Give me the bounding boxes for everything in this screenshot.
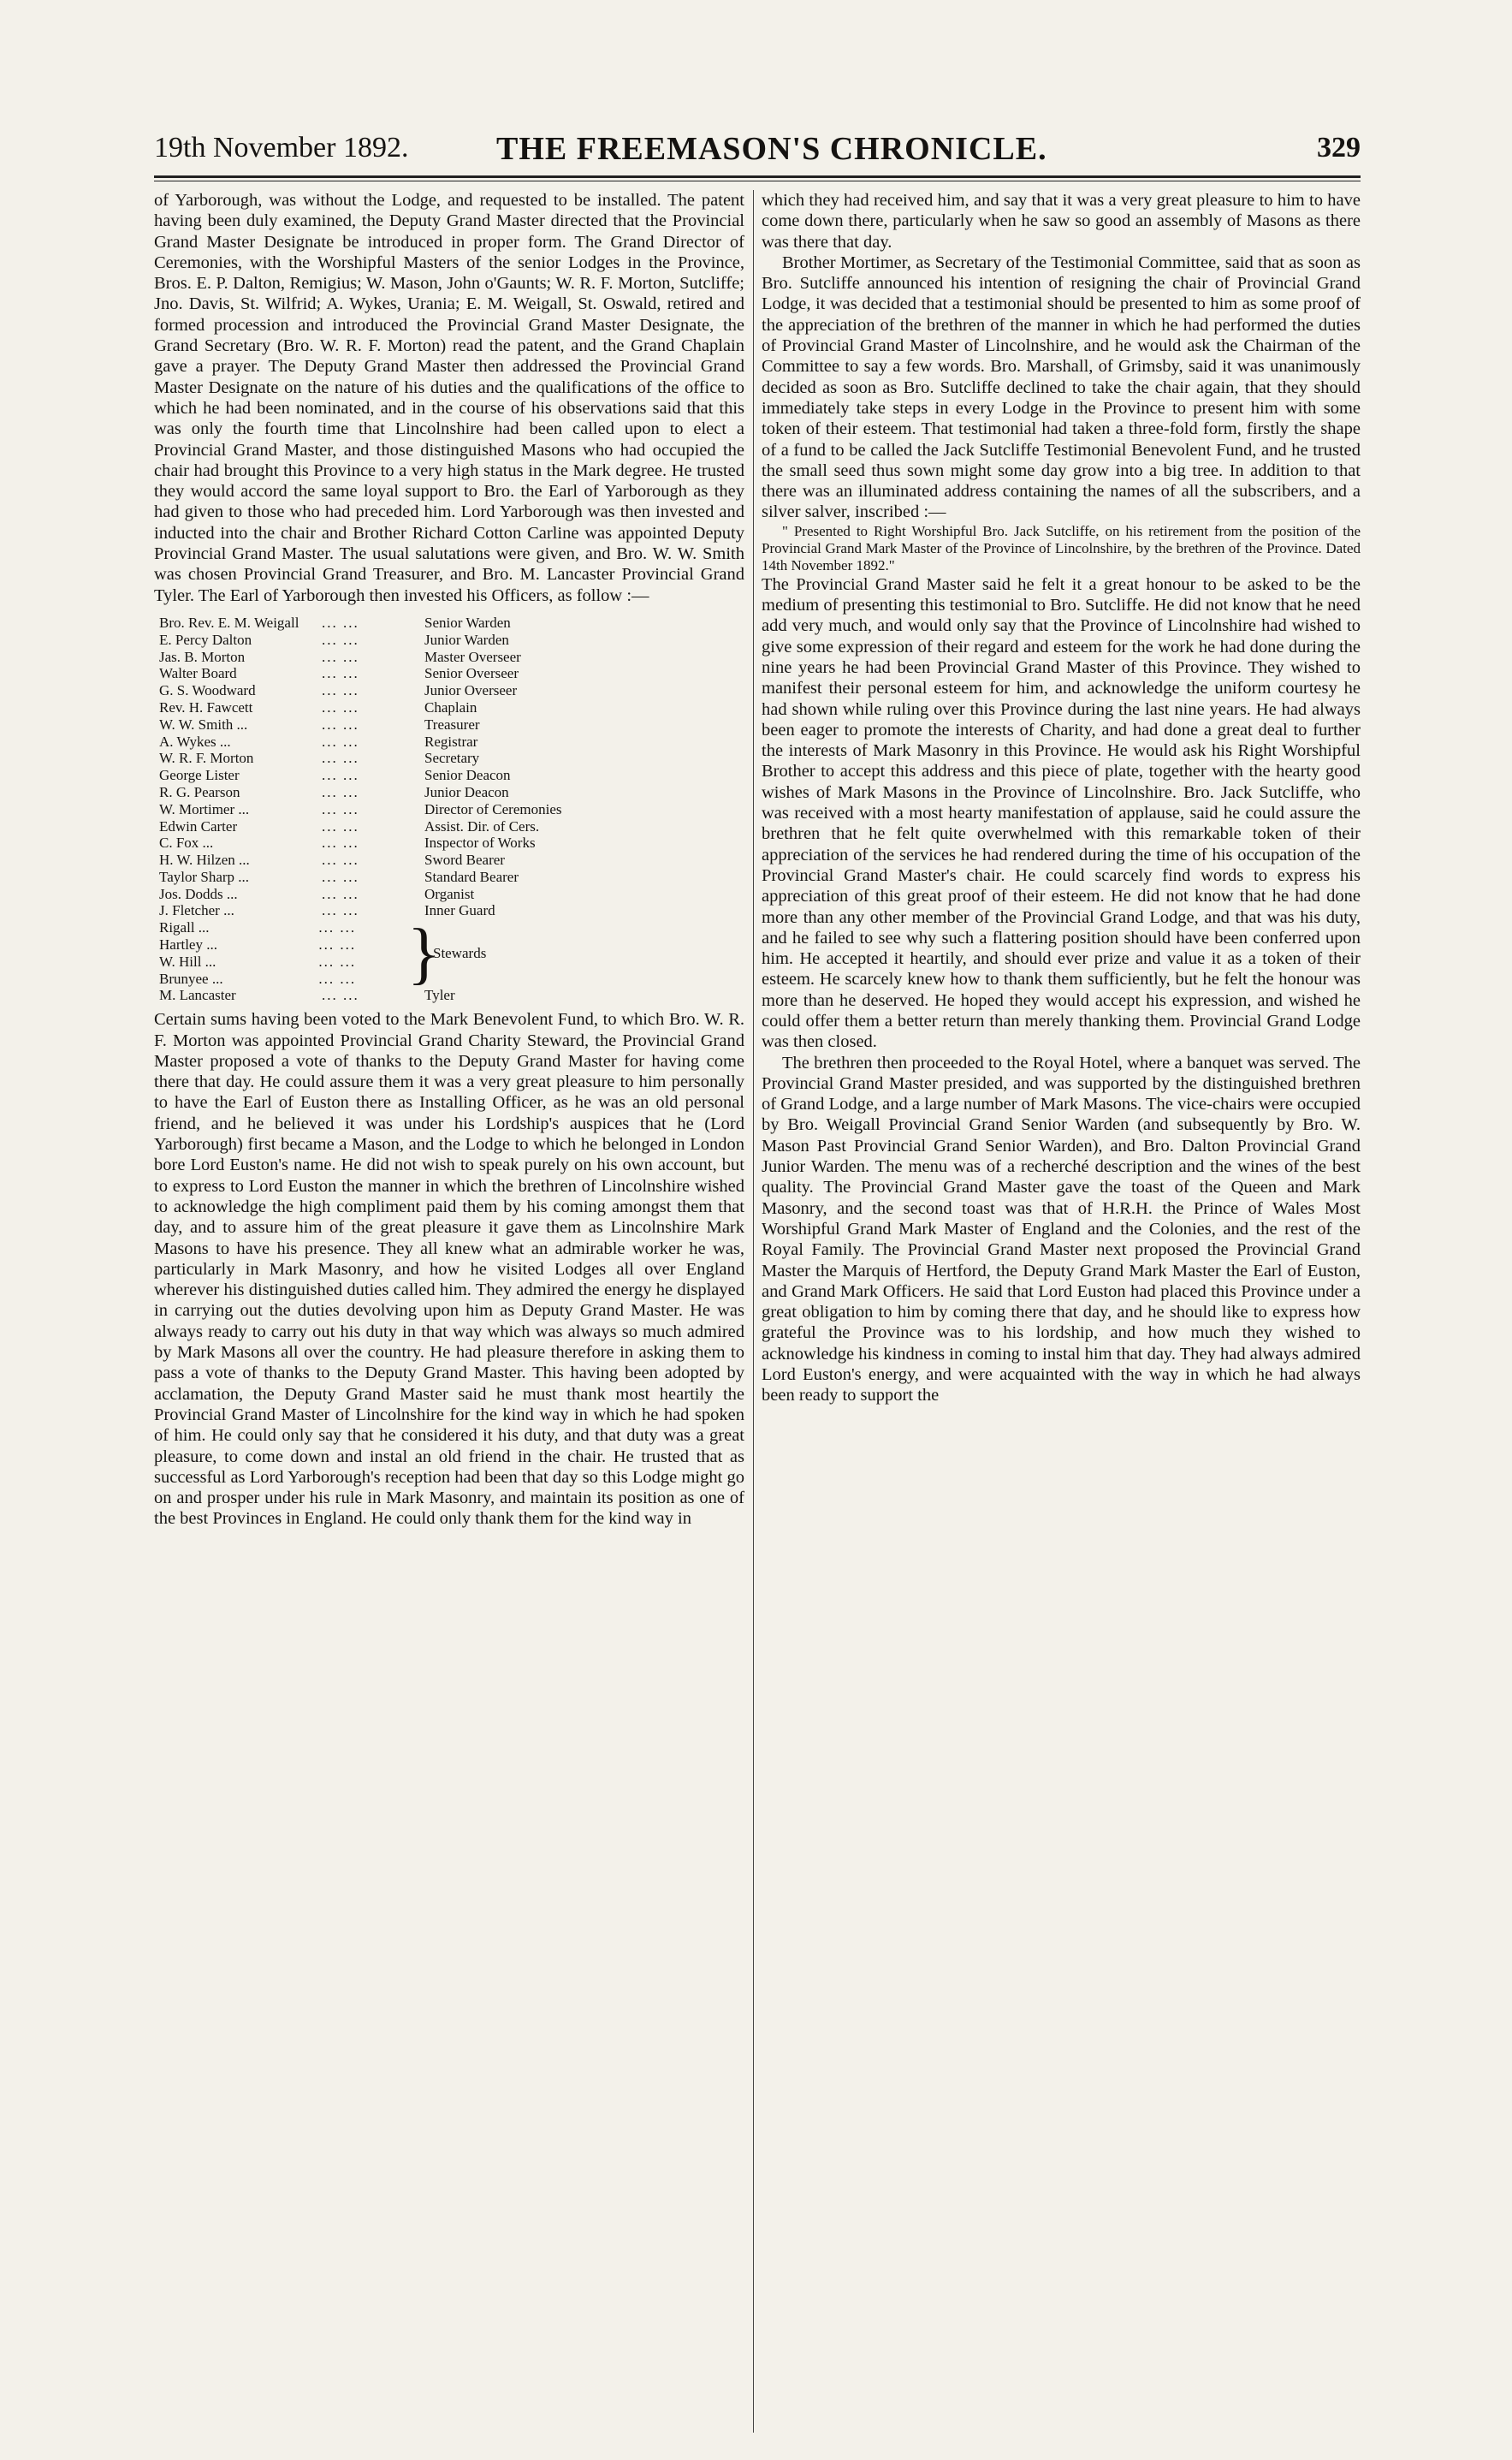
officer-row (154, 632, 744, 649)
steward-name: Brunyee ... (159, 970, 223, 987)
issue-date: 19th November 1892. (154, 132, 409, 163)
leader-dots: ... ... (322, 987, 359, 1004)
officer-row (154, 767, 744, 784)
officer-row (154, 852, 744, 869)
officer-office: Senior Overseer (424, 665, 519, 682)
page-header (154, 128, 1361, 180)
steward-name: Rigall ... (159, 919, 210, 936)
steward-row (154, 971, 419, 988)
officer-office: Junior Warden (424, 631, 509, 648)
officer-row-tyler (154, 987, 744, 1004)
leader-dots: ... ... (322, 631, 359, 648)
officer-row (154, 615, 744, 632)
officer-office: Sword Bearer (424, 852, 505, 869)
officer-office: Registrar (424, 733, 478, 750)
stewards-label: Stewards (433, 944, 487, 961)
officer-name: Rev. H. Fawcett (159, 698, 253, 716)
stewards-group (154, 915, 744, 991)
officer-row (154, 716, 744, 734)
officer-row (154, 649, 744, 666)
officer-row (154, 750, 744, 767)
leader-dots: ... ... (322, 648, 359, 665)
leader-dots: ... ... (322, 783, 359, 800)
left-column (154, 190, 744, 1530)
leader-dots: ... ... (322, 733, 359, 750)
salver-inscription: " Presented to Right Worshipful Bro. Jack Sutcliffe, on his retirement from the position of the Provincial Grand Mark Master of the Province of Lincolnshire, by the brethren of the Province. Dated 14th November 1892." (762, 522, 1361, 573)
officer-name: R. G. Pearson (159, 783, 240, 800)
officer-row (154, 682, 744, 699)
officer-row (154, 902, 744, 919)
left-paragraph-2: Certain sums having been voted to the Mark Benevolent Fund, to which Bro. W. R. F. Morton was appointed Provincial Grand Charity Steward, the Provincial Grand Master proposed a vote of thanks to the Deputy Grand Master for having come there that day. He could assure them it was a very great pleasure to him personally to have the Earl of Euston there as Installing Officer, as he was an old personal friend, and he believed it was under his Lordship's auspices that he (Lord Yarborough) first became a Mason, and the Lodge to which he belonged in London bore Lord Euston's name. He did not wish to speak purely on his own account, but to express to Lord Euston the manner in which the brethren of Lincolnshire wished to acknowledge the high compliment paid them by his coming amongst them that day, and to assure him of the great pleasure it gave them as Lincolnshire Mark Masons to have his presence. They all knew what an admirable worker he was, particularly in Mark Masonry, and how he visited Lodges all over England wherever his distinguished duties called him. They admired the energy he displayed in carrying out the duties devolving upon him as Deputy Grand Master. He was always ready to carry out his duty in that way which was always so much admired by Mark Masons all over the country. He had pleasure therefore in asking them to pass a vote of thanks to the Deputy Grand Master. This having been adopted by acclamation, the Deputy Grand Master said he must thank most heartily the Provincial Grand Master of Lincolnshire for the kind way in which he had spoken of him. He could only say that he considered it his duty, and that duty was a great pleasure, to come down and instal an old friend in the chair. He trusted that as successful as Lord Yarborough's reception had been that day so this Lodge might go on and prosper under his rule in Mark Masonry, and maintain its position as one of the best Provinces in England. He could only thank them for the kind way in (154, 1010, 744, 1529)
leader-dots: ... ... (322, 800, 359, 817)
officer-office: Chaplain (424, 698, 477, 716)
officer-name: Edwin Carter (159, 817, 238, 835)
officer-office: Inner Guard (424, 902, 495, 919)
steward-row (154, 954, 419, 971)
right-paragraph-1: which they had received him, and say that it was a very great pleasure to him to have come down there, particularly when he saw so good an assembly of Masons as there was there that day. (762, 191, 1361, 252)
officer-office: Master Overseer (424, 648, 521, 665)
officer-name: Taylor Sharp ... (159, 868, 250, 885)
officer-office: Junior Overseer (424, 682, 518, 699)
officer-row (154, 801, 744, 818)
officer-row (154, 734, 744, 751)
officer-name: Jas. B. Morton (159, 648, 246, 665)
officer-row (154, 886, 744, 903)
officer-row (154, 699, 744, 716)
left-paragraph-1: of Yarborough, was without the Lodge, and requested to be installed. The patent having been duly examined, the Deputy Grand Master directed that the Provincial Grand Master Designate be introduced in proper form. The Grand Director of Ceremonies, with the Worshipful Masters of the senior Lodges in the Province, Bros. E. P. Dalton, Remigius; W. Mason, John o'Gaunts; W. R. F. Morton, Sutcliffe; Jno. Davis, St. Wilfrid; A. Wykes, Urania; E. M. Weigall, St. Oswald, retired and formed procession and introduced the Provincial Grand Master Designate, the Grand Secretary (Bro. W. R. F. Morton) read the patent, and the Grand Chaplain gave a prayer. The Deputy Grand Master then addressed the Provincial Grand Master Designate on the nature of his duties and the qualifications of the office to which he had been nominated, and in the course of his observations said that this was only the fourth time that Lincolnshire had been called upon to elect a Provincial Grand Master, and those distinguished Masons who had occupied the chair had brought this Province to a very high status in the Mark degree. He trusted they would accord the same loyal support to Bro. the Earl of Yarborough as they had given to those who had preceded him. Lord Yarborough was then invested and inducted into the chair and Brother Richard Cotton Carline was appointed Deputy Provincial Grand Master. The usual salutations were given, and Bro. W. W. Smith was chosen Provincial Grand Treasurer, and Bro. M. Lancaster Provincial Grand Tyler. The Earl of Yarborough then invested his Officers, as follow :— (154, 191, 744, 605)
leader-dots: ... ... (318, 953, 357, 970)
publication-title: THE FREEMASON'S CHRONICLE. (496, 131, 1047, 167)
steward-row (154, 936, 419, 954)
leader-dots: ... ... (322, 767, 359, 784)
officer-name: M. Lancaster (159, 987, 236, 1004)
officer-office: Organist (424, 885, 475, 902)
officer-row (154, 818, 744, 835)
officer-name: C. Fox ... (159, 835, 214, 852)
right-column (762, 190, 1361, 1406)
right-paragraph-4: The brethren then proceeded to the Royal Hotel, where a banquet was served. The Provincial Grand Master presided, and was supported by the distinguished brethren of Grand Lodge, and a large number of Mark Masons. The vice-chairs were occupied by Bro. Weigall Provincial Grand Senior Warden (and subsequently by Bro. W. Mason Past Provincial Grand Senior Warden), and Bro. Dalton Provincial Grand Junior Warden. The menu was of a recherché description and the wines of the best quality. The Provincial Grand Master gave the toast of the Queen and Mark Masonry, and the second toast was that of H.R.H. the Prince of Wales Most Worshipful Grand Mark Master of England and the Colonies, and the rest of the Royal Family. The Provincial Grand Master next proposed the Provincial Grand Master the Marquis of Hertford, the Deputy Grand Mark Master the Earl of Euston, and Grand Mark Officers. He said that Lord Euston had placed this Province under a great obligation to him by coming there that day, and he should like to express how grateful the Province was to his lordship, and how much they wished to acknowledge his kindness in coming to instal him that day. They had always admired Lord Euston's energy, and were acquainted with the way in which he had always been ready to support the (762, 1053, 1361, 1405)
leader-dots: ... ... (322, 852, 359, 869)
officer-office: Inspector of Works (424, 835, 536, 852)
right-paragraph-2: Brother Mortimer, as Secretary of the Testimonial Committee, said that as soon as Bro. Sutcliffe announced his intention of resigning the chair of Provincial Grand Lodge, it was decided that a testimonial should be presented to him as some proof of the appreciation of the brethren of the manner in which he had performed the duties of Provincial Grand Master of Lincolnshire, and he would ask the Chairman of the Committee to say a few words. Bro. Marshall, of Grimsby, said it was unanimously decided as soon as Bro. Sutcliffe declined to take the chair again, that they should immediately take steps in every Lodge in the Province to present him with some token of their esteem. That testimonial had taken a three-fold form, firstly the shape of a fund to be called the Jack Sutcliffe Testimonial Benevolent Fund, and he trusted the small seed thus sown might some day grow into a big tree. In addition to that there was an illuminated address containing the names of all the subscribers, and a silver salver, inscribed :— (762, 253, 1361, 522)
leader-dots: ... ... (322, 868, 359, 885)
officers-list (154, 615, 744, 1004)
officer-row (154, 835, 744, 852)
officer-row (154, 869, 744, 886)
officer-name: J. Fletcher ... (159, 902, 234, 919)
leader-dots: ... ... (322, 835, 359, 852)
leader-dots: ... ... (322, 716, 359, 733)
officer-office: Senior Deacon (424, 767, 511, 784)
leader-dots: ... ... (318, 919, 357, 936)
leader-dots: ... ... (322, 614, 359, 631)
officer-name: George Lister (159, 767, 240, 784)
officer-name: W. R. F. Morton (159, 750, 254, 767)
officer-office: Standard Bearer (424, 868, 519, 885)
leader-dots: ... ... (322, 750, 359, 767)
leader-dots: ... ... (322, 885, 359, 902)
officer-office: Treasurer (424, 716, 480, 733)
steward-name: W. Hill ... (159, 953, 216, 970)
leader-dots: ... ... (322, 817, 359, 835)
officer-name: E. Percy Dalton (159, 631, 252, 648)
officer-office: Senior Warden (424, 614, 511, 631)
leader-dots: ... ... (318, 970, 357, 987)
leader-dots: ... ... (322, 698, 359, 716)
officer-name: G. S. Woodward (159, 682, 256, 699)
leader-dots: ... ... (318, 936, 357, 954)
officer-name: W. W. Smith ... (159, 716, 248, 733)
officer-office: Tyler (424, 987, 455, 1004)
officer-office: Assist. Dir. of Cers. (424, 817, 540, 835)
officer-name: W. Mortimer ... (159, 800, 250, 817)
officer-office: Secretary (424, 750, 480, 767)
leader-dots: ... ... (322, 665, 359, 682)
leader-dots: ... ... (322, 902, 359, 919)
officer-name: H. W. Hilzen ... (159, 852, 250, 869)
officer-row (154, 784, 744, 801)
leader-dots: ... ... (322, 682, 359, 699)
officer-name: Walter Board (159, 665, 237, 682)
header-rule-thick (154, 175, 1361, 178)
officer-office: Junior Deacon (424, 783, 509, 800)
officer-row (154, 665, 744, 682)
right-paragraph-3: The Provincial Grand Master said he felt it a great honour to be asked to be the medium of presenting this testimonial to Bro. Sutcliffe. He did not know that he need add very much, and would only say that the Province of Lincolnshire had wished to give some expression of their regard and esteem for the work he had done during the nine years he had been Provincial Grand Master of this Province. They wished to manifest their personal esteem for him, and acknowledge the uniform courtesy he had shown while ruling over this Province during the last nine years. He had always been eager to promote the interests of Charity, and had done a great deal to further the interests of Mark Masonry in this Province. He would ask his Right Worshipful Brother to accept this address and this piece of plate, together with the hearty good wishes of Mark Masons in the Province of Lincolnshire. Bro. Jack Sutcliffe, who was received with a most hearty manifestation of applause, said he could assure the brethren that he felt quite overwhelmed with this remarkable token of their appreciation of the services he had rendered during the time of his occupation of the Provincial Grand Master's chair. He could scarcely find words to express his appreciation of this great proof of their esteem. He did not know that he had done more than any other member of the Provincial Grand Lodge, and that was his duty, and he failed to see why such a flattering position should have been conferred upon him. He accepted it heartily, and should ever prize and value it as a token of their esteem. He scarcely knew how to thank them sufficiently, but he felt the honour was more than he deserved. He hoped they would accept his expression, and wished he could offer them a better return than merely thanking them. Provincial Grand Lodge was then closed. (762, 574, 1361, 1052)
steward-row (154, 919, 419, 936)
page-number: 329 (1317, 132, 1361, 163)
brace-glyph: } (407, 915, 441, 991)
officer-office: Director of Ceremonies (424, 800, 562, 817)
officer-name: Bro. Rev. E. M. Weigall (159, 614, 299, 631)
officer-name: Jos. Dodds ... (159, 885, 238, 902)
officer-name: A. Wykes ... (159, 733, 231, 750)
steward-name: Hartley ... (159, 936, 217, 954)
column-divider (753, 190, 754, 2433)
